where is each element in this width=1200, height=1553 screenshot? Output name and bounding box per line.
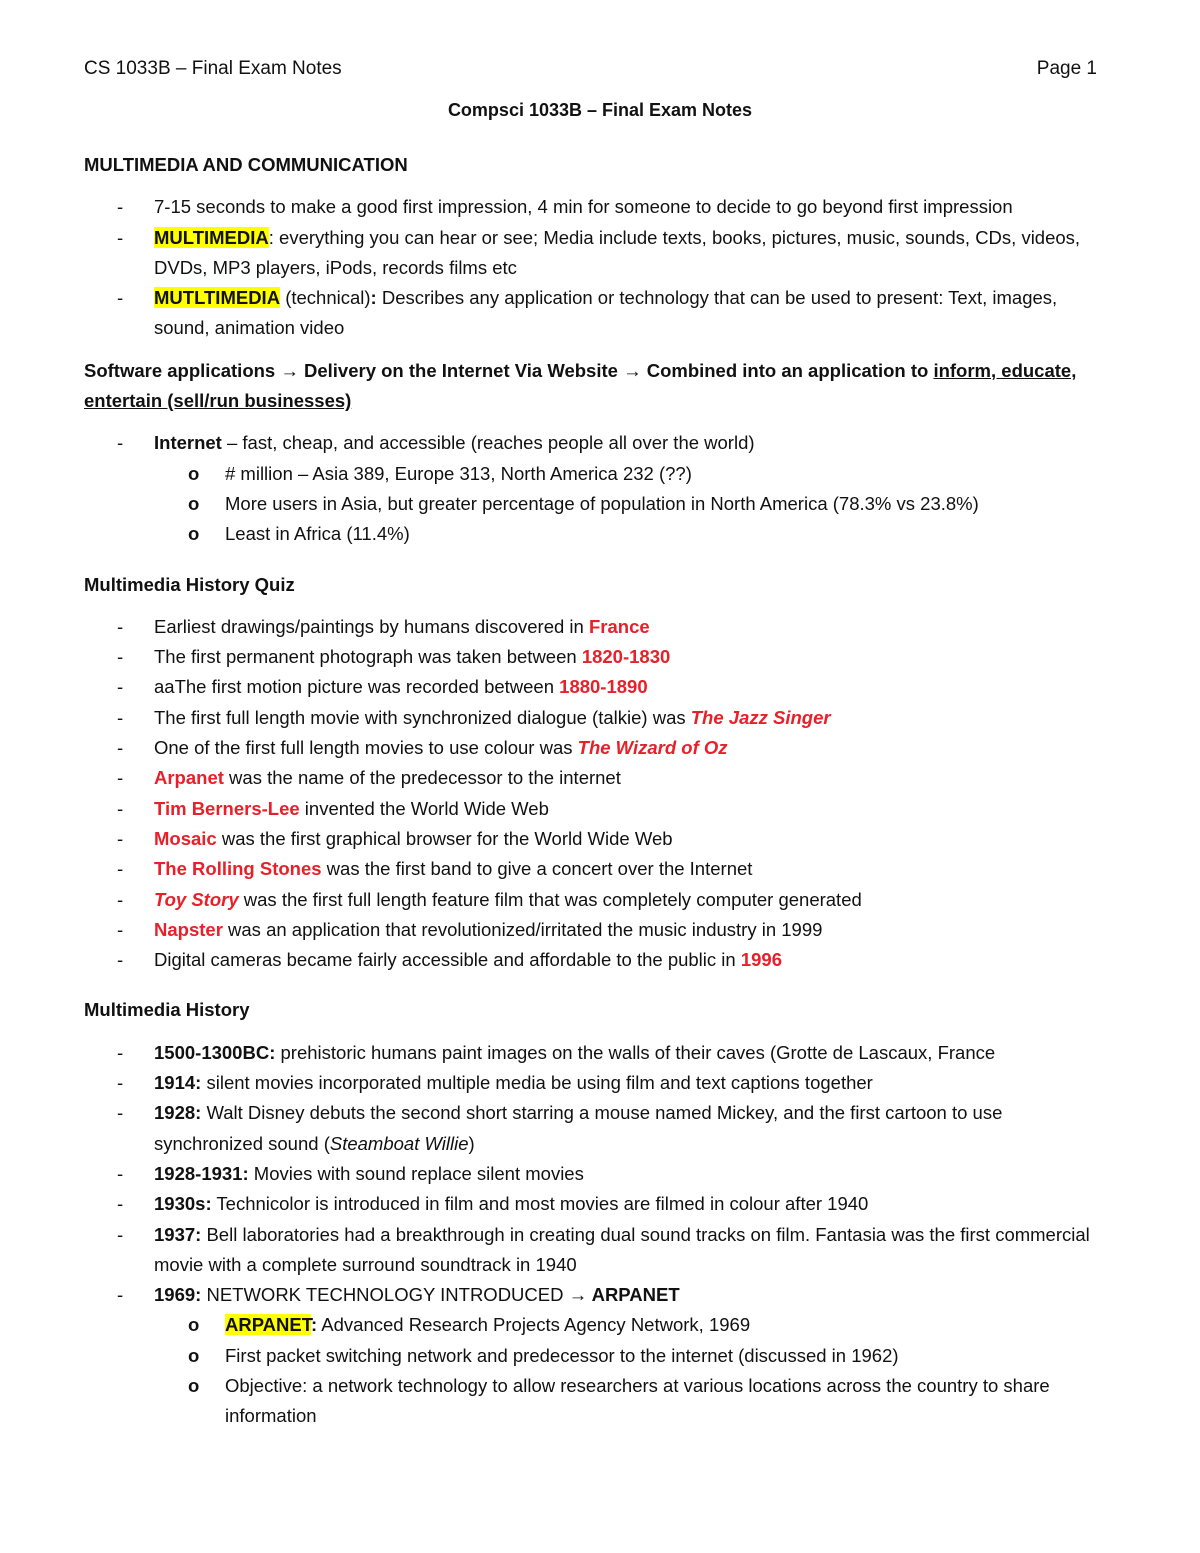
list-item: - Napster was an application that revolutionized/irritated the music industry in 1999 xyxy=(117,918,823,940)
list-item: - Tim Berners-Lee invented the World Wide Web xyxy=(117,797,549,819)
software-flow-line: Software applications → Delivery on the Internet Via Website → Combined into an application to inform, educate, entertain (sell/run businesses) xyxy=(84,359,1077,412)
list-item: - 1914: silent movies incorporated multiple media be using film and text captions together xyxy=(117,1072,873,1094)
arrow-right-icon: → xyxy=(568,1284,588,1306)
document-title: Compsci 1033B – Final Exam Notes xyxy=(447,100,753,120)
section-heading-quiz: Multimedia History Quiz xyxy=(84,573,295,595)
list-item: - Arpanet was the name of the predecessor to the internet xyxy=(117,767,621,789)
list-item: - Mosaic was the first graphical browser for the World Wide Web xyxy=(117,827,673,849)
section-heading-multimedia: MULTIMEDIA AND COMMUNICATION xyxy=(84,154,408,175)
sub-list-item: o Least in Africa (11.4%) xyxy=(188,523,410,545)
arrow-right-icon: → xyxy=(623,359,642,381)
page-number: Page 1 xyxy=(1036,58,1097,79)
list-item: - 1928-1931: Movies with sound replace silent movies xyxy=(117,1162,584,1184)
list-item: - 1969: NETWORK TECHNOLOGY INTRODUCED → ARPANET xyxy=(117,1284,680,1306)
list-item: - Earliest drawings/paintings by humans discovered in France xyxy=(117,615,650,637)
list-item: - aaThe first motion picture was recorded between 1880-1890 xyxy=(117,676,648,698)
list-item: - 1930s: Technicolor is introduced in film and most movies are filmed in colour after 1940 xyxy=(117,1193,869,1215)
list-item: - MUTLTIMEDIA (technical): Describes any application or technology that can be used to present: Text, images, sound, animation video xyxy=(117,287,1058,339)
list-item: - One of the first full length movies to use colour was The Wizard of Oz xyxy=(117,737,728,759)
document-body xyxy=(84,150,1104,1432)
sub-list-item: o More users in Asia, but greater percentage of population in North America (78.3% vs 23.8%) xyxy=(188,492,979,514)
list-item: - Digital cameras became fairly accessible and affordable to the public in 1996 xyxy=(117,949,782,971)
list-item: - 1928: Walt Disney debuts the second short starring a mouse named Mickey, and the first cartoon to use synchronized sound (Steamboat Willie) xyxy=(117,1102,1003,1154)
list-item: - MULTIMEDIA: everything you can hear or see; Media include texts, books, pictures, music, sounds, CDs, videos, DVDs, MP3 players, iPods, records films etc xyxy=(117,226,1081,278)
section-heading-history: Multimedia History xyxy=(84,999,250,1021)
arrow-right-icon: → xyxy=(280,359,299,381)
sub-list-item: o # million – Asia 389, Europe 313, North America 232 (??) xyxy=(188,462,692,484)
sub-list-item: o ARPANET: Advanced Research Projects Agency Network, 1969 xyxy=(188,1314,751,1336)
sub-list-item: o First packet switching network and predecessor to the internet (discussed in 1962) xyxy=(188,1344,899,1366)
list-item: - The first full length movie with synchronized dialogue (talkie) was The Jazz Singer xyxy=(117,706,831,728)
list-item: - 1937: Bell laboratories had a breakthrough in creating dual sound tracks on film. Fantasia was the first commercial movie with a complete surround soundtrack in 1940 xyxy=(117,1223,1090,1275)
page-header-title: CS 1033B – Final Exam Notes xyxy=(84,58,342,79)
sub-list-item: o Objective: a network technology to allow researchers at various locations across the country to share information xyxy=(188,1374,1050,1427)
list-item: - The first permanent photograph was taken between 1820-1830 xyxy=(117,646,671,668)
list-item: - Toy Story was the first full length feature film that was completely computer generated xyxy=(117,888,862,910)
list-item: - Internet – fast, cheap, and accessible (reaches people all over the world) xyxy=(117,432,755,454)
list-item: - The Rolling Stones was the first band to give a concert over the Internet xyxy=(117,858,753,880)
list-item: - 1500-1300BC: prehistoric humans paint images on the walls of their caves (Grotte de Lascaux, France xyxy=(117,1041,996,1063)
list-item: - 7-15 seconds to make a good first impression, 4 min for someone to decide to go beyond first impression xyxy=(117,196,1013,218)
